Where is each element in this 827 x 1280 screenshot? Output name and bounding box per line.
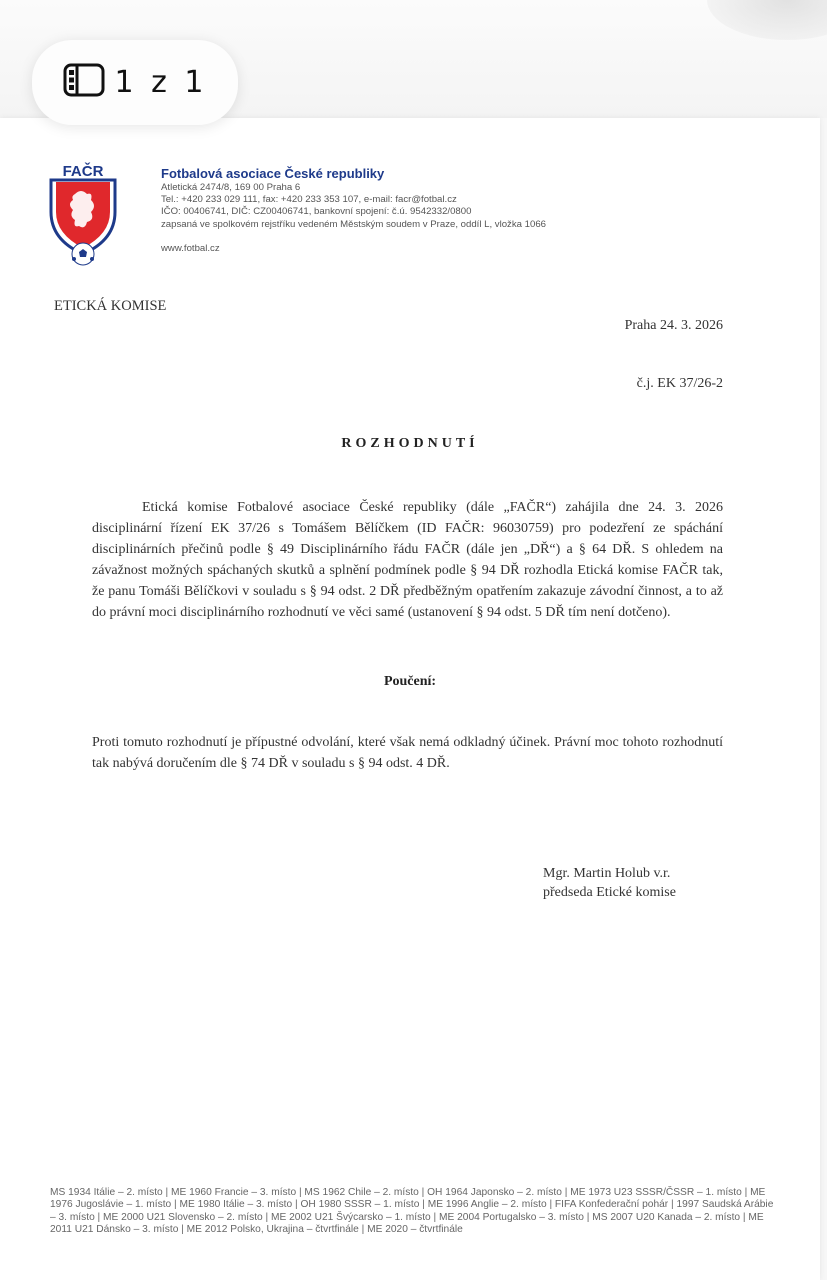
place-date: Praha 24. 3. 2026 [624, 318, 723, 333]
reference-number: č.j. EK 37/26-2 [636, 376, 723, 391]
letterhead [161, 166, 546, 255]
decision-paragraph: Etická komise Fotbalové asociace České republiky (dále „FAČR“) zahájila dne 24. 3. 2026 disciplinární řízení EK 37/26 s Tomášem Bělíčkem (ID FAČR: 96030759) pro podezření ze spáchání disciplinárních přečinů podle § 49 Disciplinárního řádu FAČR (dále jen „DŘ“) a § 64 DŘ. S ohledem na závažnost možných spáchaných skutků a splnění podmínek podle § 94 DŘ rozhodla Etická komise FAČR tak, že panu Tomáši Bělíčkovi v souladu s § 94 odst. 2 DŘ předběžným opatřením zakazuje závodní činnost, a to až do právní moci disciplinárního rozhodnutí ve věci samé (ustanovení § 94 odst. 5 DŘ tím není dotčeno). [92, 500, 723, 620]
address-line: Atletická 2474/8, 169 00 Praha 6 [161, 182, 301, 193]
facr-logo [45, 162, 121, 268]
instruction-heading: Poučení: [383, 674, 437, 689]
logo-text: FAČR [62, 163, 104, 180]
sidebar-pages-icon [63, 63, 105, 102]
signatory-role: předseda Etické komise [543, 885, 676, 900]
organization-name: Fotbalová asociace České republiky [161, 166, 385, 181]
page-count-label: 1 z 1 [114, 65, 208, 100]
registration-line: IČO: 00406741, DIČ: CZ00406741, bankovní spojení: č.ú. 9542332/0800 [161, 206, 472, 218]
signature-block [543, 864, 676, 902]
footer-achievements: MS 1934 Itálie – 2. místo | ME 1960 Francie – 3. místo | MS 1962 Chile – 2. místo | OH 1964 Japonsko – 2. místo | ME 1973 U23 SSSR/ČSSR – 1. místo | ME 1976 Jugoslávie – 1. místo | ME 1980 Itálie – 3. místo | OH 1980 SSSR – 1. místo | ME 1996 Anglie – 2. místo | FIFA Konfederační pohár | 1997 Saudská Arábie – 3. místo | ME 2000 U21 Slovensko – 2. místo | ME 2002 U21 Švýcarsko – 1. místo | ME 2004 Portugalsko – 3. místo | MS 2007 U20 Kanada – 2. místo | ME 2011 U21 Dánsko – 3. místo | ME 2012 Polsko, Ukrajina – čtvrtfinále | ME 2020 – čtvrtfinále [50, 1187, 774, 1235]
committee-name: ETICKÁ KOMISE [54, 298, 167, 314]
signatory-name: Mgr. Martin Holub v.r. [543, 866, 671, 881]
page-indicator-button[interactable] [32, 40, 238, 125]
registry-line: zapsaná ve spolkovém rejstříku vedeném Městským soudem v Praze, oddíl L, vložka 1066 [161, 218, 546, 230]
instruction-paragraph: Proti tomuto rozhodnutí je přípustné odvolání, které však nemá odkladný účinek. Právní moc tohoto rozhodnutí tak nabývá doručením dle § 74 DŘ v souladu s § 94 odst. 4 DŘ. [92, 735, 723, 771]
document-title: ROZHODNUTÍ [341, 436, 479, 451]
contact-line: Tel.: +420 233 029 111, fax: +420 233 353 107, e-mail: facr@fotbal.cz [161, 194, 457, 206]
document-page [0, 118, 820, 1280]
website-link[interactable]: www.fotbal.cz [161, 242, 220, 254]
